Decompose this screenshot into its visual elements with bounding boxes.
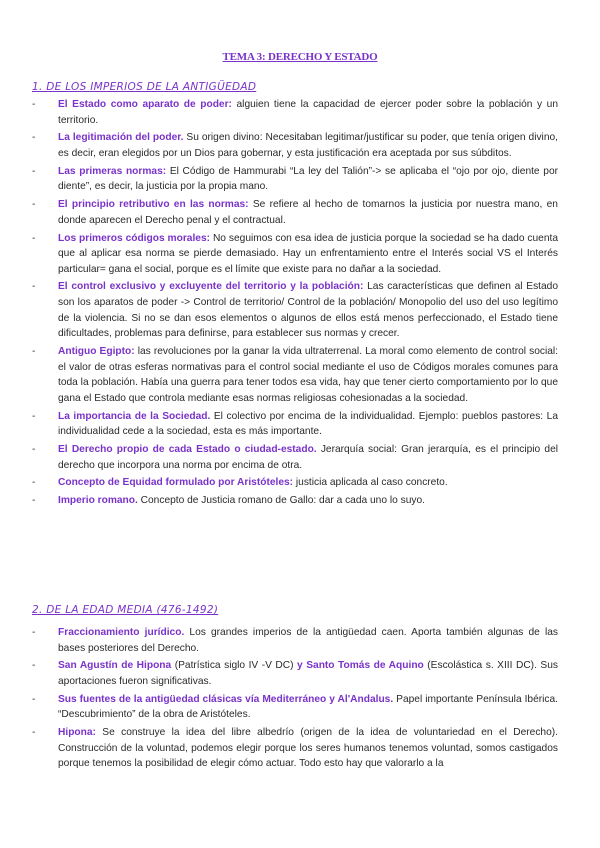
list-item: - Concepto de Equidad formulado por Aristóteles: justicia aplicada al caso concreto. <box>32 477 448 489</box>
list-item: - Imperio romano. Concepto de Justicia romano de Gallo: dar a cada uno lo suyo. <box>32 495 425 507</box>
list-item: - Las primeras normas: El Código de Hammurabi “La ley del Talión”-> se aplicaba el “ojo por ojo, diente por diente”, es decir, la justicia por la propia mano. <box>32 165 559 193</box>
document-title: TEMA 3: DERECHO Y ESTADO <box>222 51 378 63</box>
list-item: - San Agustín de Hipona (Patrística siglo IV -V DC) y Santo Tomás de Aquino (Escolástica s. XIII DC). Sus aportaciones fueron significativas. <box>32 660 558 687</box>
list-item: - La importancia de la Sociedad. El colectivo por encima de la individualidad. Ejemplo: pueblos pastores: La individualidad cede a la sociedad, esta es más importante. <box>32 410 558 438</box>
list-item: - El principio retributivo en las normas: Se refiere al hecho de tomarnos la justicia por nuestra mano, en donde aparecen el Derecho penal y el contractual. <box>32 199 558 226</box>
list-item: - El control exclusivo y excluyente del territorio y la población: Las características que definen al Estado son los aparatos de poder -> Control de territorio/ Control de la población/ Monopolio del uso del uso legítimo de la violencia. Si no se dan esos elementos o algunos de ellos está menos perfeccionado, el Estado tiene dificultades, problemas para definirse, para establecer sus normas y crecer. <box>32 281 559 340</box>
list-item: - La legitimación del poder. Su origen divino: Necesitaban legitimar/justificar su poder, que tenía origen divino, es decir, eran elegidos por un Dios para gobernar, y esta justificación era aceptada por sus súbditos. <box>32 132 558 159</box>
list-item: - Fraccionamiento jurídico. Los grandes imperios de la antigüedad caen. Aporta también algunas de las bases posteriores del Derecho. <box>32 627 558 654</box>
list-item: - El Estado como aparato de poder: alguien tiene la capacidad de ejercer poder sobre la población y un territorio. <box>32 99 558 126</box>
section-heading-middle-ages: 2. DE LA EDAD MEDIA (476-1492) <box>32 604 219 616</box>
list-item: - Hipona: Se construye la idea del libre albedrío (origen de la idea de voluntariedad en el Derecho). Construcción de la voluntad, podemos elegir porque los seres humanos tenemos voluntad, somos castigados porque tenemos la posibilidad de elegir cómo actuar. Todo esto hay que valorarlo a la <box>32 727 558 770</box>
list-item: - Sus fuentes de la antigüedad clásicas vía Mediterráneo y Al'Andalus. Papel importante Península Ibérica. “Descubrimiento” de la obra de Aristóteles. <box>32 693 559 721</box>
list-item: - Antiguo Egipto: las revoluciones por la ganar la vida ultraterrenal. La moral como elemento de control social: el valor de otras esferas normativas para el control social mediante el uso de Códigos morales comunes para toda la población. Había una guerra para tener todos esa vida, hay que tener cierto comportamiento por lo que gana el Estado que controla mediante esas normas religiosas cohesionadas a la sociedad. <box>32 346 558 404</box>
section-heading-antiquity: 1. DE LOS IMPERIOS DE LA ANTIGÜEDAD <box>32 81 257 93</box>
list-item: - El Derecho propio de cada Estado o ciudad-estado. Jerarquía social: Gran jerarquía, es el principio del derecho que incorpora una norma por encima de otra. <box>32 443 559 471</box>
list-item: - Los primeros códigos morales: No seguimos con esa idea de justicia porque la sociedad se ha dado cuenta que al aplicar esa norma se pierde demasiado. Hay un enfrentamiento entre el Interés social VS el Interés particular= gana el social, porque es el límite que existe para no dañar a la sociedad. <box>32 232 558 275</box>
antiquity-list <box>32 97 558 511</box>
middle-ages-list <box>32 625 558 774</box>
